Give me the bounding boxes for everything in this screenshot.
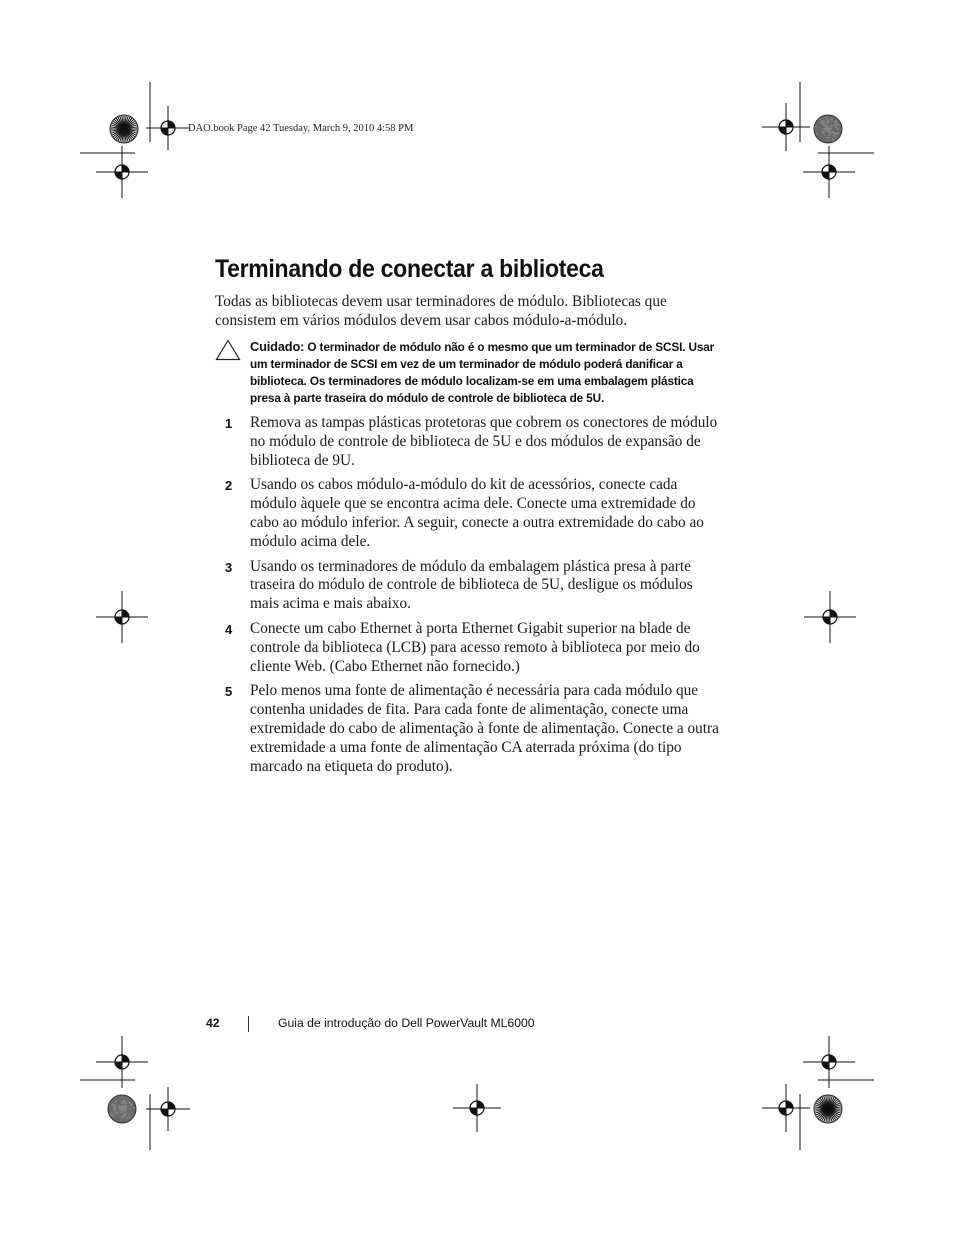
step-text: Pelo menos uma fonte de alimentação é necessária para cada módulo que contenha unidades de fita. Para cada fonte de alimentação, conecte uma extremidade do cabo de alimentação à fonte de alimentação. Conecte a outra extremidade a uma fonte de alimentação CA aterrada próxima (do tipo marcado na etiqueta do produto). — [250, 682, 719, 775]
step-item — [225, 558, 720, 614]
footer-book-title: Guia de introdução do Dell PowerVault ML6000 — [278, 1016, 535, 1030]
step-item — [225, 620, 720, 676]
caution-message: O terminador de módulo não é o mesmo que um terminador de SCSI. Usar um terminador de SCSI em vez de um terminador de módulo poderá danificar a biblioteca. Os terminadores de módulo localizam-se em uma embalagem plástica presa à parte traseira do módulo de controle de biblioteca de 5U. — [250, 340, 715, 405]
step-text: Usando os cabos módulo-a-módulo do kit de acessórios, conecte cada módulo àquele que se encontra acima dele. Conecte uma extremidade do cabo ao módulo inferior. A seguir, conecte a outra extremidade do cabo ao módulo acima dele. — [250, 476, 704, 550]
caution-text-block — [250, 338, 720, 407]
step-number: 2 — [225, 478, 233, 494]
step-item — [225, 414, 720, 470]
page-number: 42 — [206, 1016, 220, 1030]
footer-divider — [248, 1016, 249, 1032]
caution-label: Cuidado: — [250, 339, 305, 354]
step-number: 3 — [225, 559, 233, 575]
section-heading: Terminando de conectar a biblioteca — [215, 255, 604, 283]
step-item — [225, 682, 720, 776]
step-number: 1 — [225, 416, 233, 431]
step-text: Usando os terminadores de módulo da embalagem plástica presa à parte traseira do módulo de controle de biblioteca de 5U, desligue os módulos mais acima e mais abaixo. — [250, 557, 693, 613]
step-item — [225, 476, 720, 551]
intro-paragraph: Todas as bibliotecas devem usar terminadores de módulo. Bibliotecas que consistem em vários módulos devem usar cabos módulo-a-módulo. — [215, 293, 667, 329]
steps-list — [225, 414, 720, 782]
step-text: Remova as tampas plásticas protetoras que cobrem os conectores de módulo no módulo de controle de biblioteca de 5U e dos módulos de expansão de biblioteca de 9U. — [250, 414, 718, 469]
step-number: 5 — [225, 684, 233, 700]
caution-triangle-icon — [215, 339, 241, 361]
step-number: 4 — [225, 621, 233, 637]
print-slug-line: DAO.book Page 42 Tuesday, March 9, 2010 4:58 PM — [188, 123, 414, 134]
step-text: Conecte um cabo Ethernet à porta Ethernet Gigabit superior na blade de controle da biblioteca (LCB) para acesso remoto à biblioteca por meio do cliente Web. (Cabo Ethernet não fornecido.) — [250, 619, 700, 675]
